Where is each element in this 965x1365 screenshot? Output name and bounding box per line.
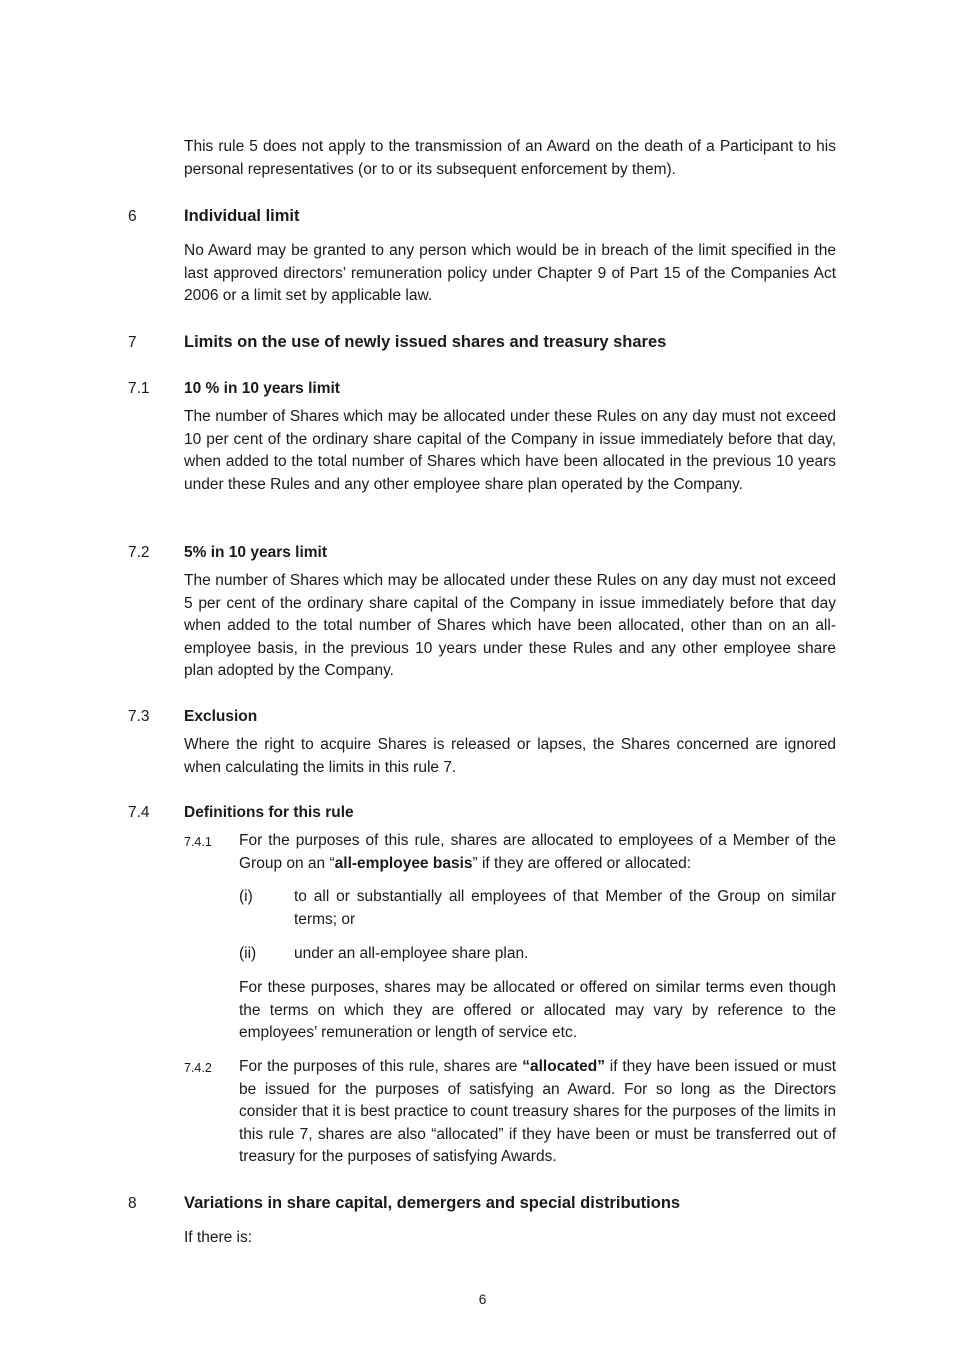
section-7-1-paragraph: The number of Shares which may be allocated under these Rules on any day must not exceed 10 per cent of the ordinary share capital of the Company in issue immediately before that day, when added to the total number of Shares which have been allocated in the previous 10 years under these Rules and any other employee share plan operated by the Company. (184, 408, 836, 493)
text-segment: ” if they are offered or allocated: (472, 854, 692, 872)
section-7-4-2-paragraph (239, 1056, 836, 1169)
section-7-heading: Limits on the use of newly issued shares and treasury shares (184, 333, 667, 351)
text-segment: For the purposes of this rule, shares are (239, 1058, 523, 1075)
intro-paragraph: This rule 5 does not apply to the transmission of an Award on the death of a Participant to his personal representatives (or to or its subsequent enforcement by them). (184, 138, 836, 178)
section-7-4-1-number: 7.4.1 (184, 835, 212, 849)
section-7-4-1-paragraph (239, 830, 836, 875)
section-7-3-heading: Exclusion (184, 708, 258, 725)
page-number: 6 (478, 1292, 487, 1307)
section-6-number: 6 (128, 208, 137, 225)
section-7-number: 7 (128, 334, 137, 351)
section-7-3-number: 7.3 (128, 708, 150, 725)
section-7-4-heading: Definitions for this rule (184, 804, 354, 821)
section-8-number: 8 (128, 1195, 137, 1212)
item-i-number: (i) (239, 888, 253, 905)
section-8-heading: Variations in share capital, demergers and special distributions (184, 1194, 681, 1212)
section-7-1-number: 7.1 (128, 380, 150, 397)
section-7-2-number: 7.2 (128, 544, 150, 561)
section-6-paragraph: No Award may be granted to any person which would be in breach of the limit specified in the last approved directors’ remuneration policy under Chapter 9 of Part 15 of the Companies Act 2006 or a limit set by applicable law. (184, 242, 836, 304)
section-7-2-paragraph: The number of Shares which may be allocated under these Rules on any day must not exceed 5 per cent of the ordinary share capital of the Company in issue immediately before that day when added to the total number of Shares which have been allocated, other than on an all-employee basis, in the previous 10 years under these Rules and any other employee share plan adopted by the Company. (184, 572, 836, 679)
section-7-4-2-number: 7.4.2 (184, 1061, 212, 1075)
item-ii-number: (ii) (239, 945, 257, 962)
section-6-heading: Individual limit (184, 207, 300, 225)
section-7-1-heading: 10 % in 10 years limit (184, 380, 340, 397)
text-segment: For the purposes of this rule, shares are allocated to employees of a Member of the Group on an “ (239, 832, 836, 872)
section-7-2-heading: 5% in 10 years limit (184, 544, 328, 561)
section-7-3-paragraph: Where the right to acquire Shares is released or lapses, the Shares concerned are ignored when calculating the limits in this rule 7. (184, 736, 836, 776)
text-segment: if they have been issued or must be issued for the purposes of satisfying an Award. For so long as the Directors consider that it is best practice to count treasury shares for the purposes of the limits in this rule 7, shares are also “allocated” if they have been or must be transferred out of treasury for the purposes of satisfying Awards. (239, 1058, 837, 1165)
defined-term: “allocated” (522, 1058, 605, 1075)
section-7-4-number: 7.4 (128, 804, 150, 821)
item-i-text: to all or substantially all employees of that Member of the Group on similar terms; or (294, 888, 836, 928)
item-ii-text: under an all-employee share plan. (294, 945, 529, 962)
defined-term: all-employee basis (334, 854, 473, 872)
section-7-4-1-note: For these purposes, shares may be allocated or offered on similar terms even though the terms on which they are offered or allocated may vary by reference to the employees’ remuneration or length of service etc. (239, 979, 836, 1041)
section-8-paragraph: If there is: (184, 1229, 253, 1246)
